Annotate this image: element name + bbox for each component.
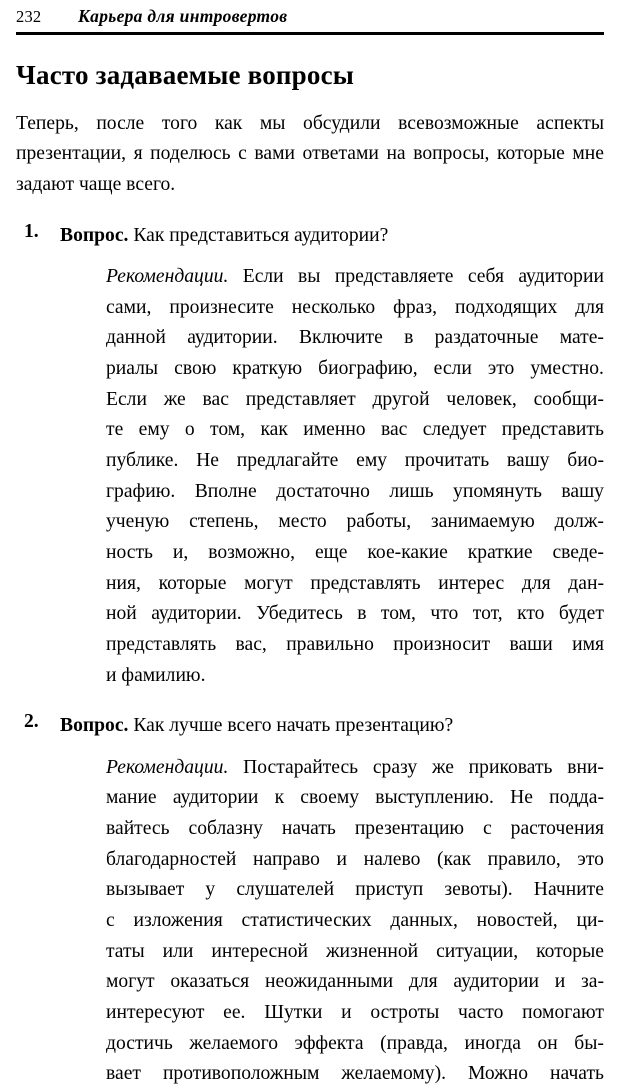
answer-word: вни- (567, 756, 604, 778)
answer-line (106, 323, 604, 354)
answer-word: аудитории (453, 971, 540, 993)
answer-word: графию. (106, 480, 176, 502)
answer-word: статистических (241, 910, 372, 931)
answer-word: начать (550, 1063, 604, 1085)
item-number: 2. (24, 711, 39, 733)
list-item (14, 221, 606, 692)
answer-word: или (162, 940, 194, 962)
answer-word: Начните (533, 879, 604, 901)
answer-word: благодарностей (106, 848, 237, 870)
answer-word: подда- (549, 787, 604, 809)
answer-word: еще (314, 542, 348, 564)
answer-word: вайтесь (106, 818, 170, 840)
answer-word: достаточно (276, 480, 370, 502)
answer-word: прочитать (404, 450, 490, 472)
answer-word: место (278, 511, 327, 533)
answer-line (106, 814, 604, 845)
answer-word: данных, (390, 910, 458, 931)
answer-word: представлять (106, 634, 217, 656)
answer-word: человек, (446, 388, 517, 410)
answer-word: несколько (291, 296, 376, 318)
answer-word: Можно (467, 1063, 529, 1085)
answer-word: свою (174, 358, 217, 380)
answer-word: интерес (438, 572, 505, 594)
answer-line (106, 385, 604, 416)
answer-word: приковать (468, 756, 553, 778)
answer-word: как (260, 419, 288, 441)
running-title: Карьера для интровертов (78, 6, 288, 26)
answer-word: зевоты). (444, 879, 513, 901)
question-label: Вопрос. (60, 224, 129, 246)
answer-word: вашу (561, 480, 604, 502)
answer-word: подходящих (454, 296, 558, 318)
answer-word: в (357, 603, 367, 625)
answer-word: помогают (522, 1001, 604, 1023)
answer-word: вашу (506, 450, 550, 472)
answer-word: будет (558, 603, 604, 625)
answer-word: себя (467, 266, 504, 288)
answer-line (106, 415, 604, 446)
answer-word: тот, (472, 603, 503, 625)
answer-word: мате- (559, 327, 604, 349)
answer-word: вас, (235, 634, 267, 656)
answer-word: ния, (106, 572, 141, 594)
answer-word: у (205, 879, 216, 901)
answer-line (106, 599, 604, 630)
answer-word: которые (158, 572, 227, 594)
answer-word: расточения (510, 818, 604, 840)
answer-line (106, 1059, 604, 1090)
answer-word: сразу (372, 756, 418, 778)
answer-word: с (106, 910, 115, 931)
question-line (60, 711, 606, 740)
answer-word: уместно. (530, 358, 604, 380)
answer-word: ученую (106, 511, 170, 533)
answer-word: это (487, 358, 515, 380)
answer-word: для (521, 572, 551, 594)
answer-word: начать (281, 818, 336, 840)
answer-word: кто (517, 603, 545, 625)
answer-word: правильно (286, 634, 374, 656)
answer-word: сами, (106, 296, 152, 318)
answer-word: что (430, 603, 459, 625)
recommendation-label: Рекомендации. (106, 756, 229, 778)
answer-word: краткие (467, 542, 533, 564)
answer-word: Вполне (194, 480, 257, 502)
answer-word: риалы (106, 358, 159, 380)
answer-word: слушателей (236, 879, 335, 901)
answer-word: том, (210, 419, 246, 441)
answer-word: произнесите (169, 296, 274, 318)
answer-word: презентацию (354, 818, 465, 840)
answer-word: в (404, 327, 414, 349)
answer-word: желаемому). (341, 1063, 446, 1085)
answer-word: вает (106, 1063, 141, 1085)
answer-word: же (431, 756, 454, 778)
answer-word: желаемого (189, 1032, 279, 1054)
answer-word: представить (501, 419, 604, 441)
answer-line (106, 262, 604, 293)
answer-line (106, 845, 604, 876)
answer-word: Включите (298, 327, 383, 349)
answer-line (106, 753, 604, 784)
answer-word: фраз, (393, 296, 437, 318)
question-text: Как представиться аудитории? (133, 224, 389, 246)
answer-word: работы, (346, 511, 412, 533)
answer-word: Убедитесь (256, 603, 343, 625)
answer-word: предлагайте (236, 450, 339, 472)
page-title: Часто задаваемые вопросы (16, 59, 355, 90)
question-label: Вопрос. (60, 715, 129, 737)
answer-word: своему (300, 787, 360, 809)
answer-word: аудитории (172, 787, 259, 809)
answer-line (106, 906, 604, 937)
answer-word: ситуации, (436, 940, 519, 962)
answer-word: следует (422, 419, 487, 441)
answer-word: раздаточные (434, 327, 539, 349)
answer-word: приступ (355, 879, 424, 901)
answer-word: ность (106, 542, 153, 564)
answer-word: био- (567, 450, 604, 472)
answer-word: ему (356, 450, 388, 472)
answer-word: могут (106, 971, 155, 993)
answer-word: биографию, (318, 358, 418, 380)
recommendation-label: Рекомендации. (106, 266, 229, 288)
intro-paragraph: Теперь, после того как мы обсудили всевозможные аспекты презентации, я поделюсь с вами ответами на вопросы, которые мне задают чаще всего. (16, 112, 604, 195)
answer-word: Постарайтесь (243, 756, 359, 778)
header-divider (16, 32, 604, 35)
answer-block (106, 753, 604, 1090)
answer-word: Не (196, 450, 219, 472)
answer-line (106, 569, 604, 600)
answer-word: выступлению. (375, 787, 494, 809)
answer-word: таты (106, 940, 145, 962)
answer-word: (как (437, 848, 471, 870)
answer-word: Шутки (264, 1001, 323, 1023)
running-head (14, 0, 606, 27)
answer-word: это (577, 848, 604, 870)
answer-word: представляете (334, 266, 454, 288)
answer-word: занимаемую (430, 511, 535, 533)
answer-word: степень, (189, 511, 259, 533)
answer-word: противоположным (162, 1063, 320, 1085)
answer-word: неожиданными (264, 971, 394, 993)
answer-line (106, 507, 604, 538)
answer-word: Не (510, 787, 533, 809)
answer-line (106, 293, 604, 324)
answer-word: ваши (509, 634, 553, 656)
answer-word: остроты (370, 1001, 440, 1023)
answer-word: достичь (106, 1032, 173, 1054)
answer-word: лишь (389, 480, 434, 502)
answer-word: которые (536, 940, 604, 962)
answer-word: аудитории (518, 266, 604, 288)
answer-word: интересной (211, 940, 309, 962)
answer-word: новостей, (476, 910, 558, 931)
answer-line (106, 477, 604, 508)
question-text: Как лучше всего начать презентацию? (133, 715, 454, 737)
answer-word: том, (380, 603, 416, 625)
answer-line (106, 937, 604, 968)
answer-word: другой (372, 388, 430, 410)
answer-word: упомянуть (453, 480, 542, 502)
answer-line (106, 538, 604, 569)
page-number: 232 (16, 7, 42, 26)
answer-word: вас (202, 388, 229, 410)
answer-word: интересуют (106, 1001, 205, 1023)
answer-line (106, 1029, 604, 1060)
answer-word: эффекта (294, 1032, 364, 1054)
item-number: 1. (24, 220, 39, 242)
answer-word: произносит (393, 634, 491, 656)
answer-word: направо (253, 848, 320, 870)
answer-word: имя (572, 634, 604, 656)
answer-word: бы- (574, 1032, 604, 1054)
answer-word: мание (106, 787, 157, 809)
answer-word: возможно, (208, 542, 296, 564)
answer-line (106, 661, 604, 692)
list-item (14, 711, 606, 1090)
answer-line (106, 875, 604, 906)
answer-word: данной (106, 327, 166, 349)
answer-word: ее. (223, 1001, 246, 1023)
answer-word: оказаться (170, 971, 250, 993)
answer-word: же (163, 388, 186, 410)
answer-word: и фамилию. (106, 664, 206, 686)
answer-word: представлять (310, 572, 421, 594)
answer-word: иногда (464, 1032, 521, 1054)
answer-word: для (575, 296, 604, 318)
answer-word: могут (244, 572, 293, 594)
answer-word: сообщи- (533, 388, 604, 410)
answer-word: вы (298, 266, 321, 288)
answer-word: налево (363, 848, 421, 870)
answer-word: долж- (554, 511, 604, 533)
answer-word: ци- (576, 910, 604, 931)
answer-word: он (537, 1032, 558, 1054)
answer-word: Если (106, 388, 147, 410)
answer-word: ему (138, 419, 170, 441)
answer-line (106, 630, 604, 661)
faq-list (14, 221, 606, 1090)
answer-word: и (554, 971, 566, 993)
answer-word: жизненной (325, 940, 419, 962)
answer-word: вызывает (106, 879, 185, 901)
answer-word: за- (581, 971, 604, 993)
answer-word: если (433, 358, 472, 380)
answer-word: для (408, 971, 438, 993)
answer-word: Если (242, 266, 284, 288)
answer-line (106, 783, 604, 814)
answer-line (106, 998, 604, 1029)
answer-word: и (336, 848, 347, 870)
answer-word: правило, (487, 848, 561, 870)
answer-word: (правда, (380, 1032, 448, 1054)
answer-line (106, 354, 604, 385)
answer-word: аудитории. (151, 603, 242, 625)
answer-word: аудитории. (187, 327, 278, 349)
answer-word: дан- (568, 572, 604, 594)
answer-word: соблазну (188, 818, 263, 840)
answer-word: с (483, 818, 492, 840)
answer-word: кое-какие (367, 542, 448, 564)
answer-block (106, 262, 604, 691)
answer-word: публике. (106, 450, 179, 472)
answer-word: и (341, 1001, 352, 1023)
answer-line (106, 446, 604, 477)
question-line (60, 221, 606, 250)
answer-word: сведе- (552, 542, 604, 564)
answer-word: о (184, 419, 195, 441)
answer-line (106, 967, 604, 998)
answer-word: часто (458, 1001, 504, 1023)
answer-word: и, (172, 542, 189, 564)
answer-word: изложения (133, 910, 223, 931)
answer-word: вас (380, 419, 408, 441)
answer-word: представляет (245, 388, 356, 410)
answer-word: краткую (232, 358, 303, 380)
answer-word: к (274, 787, 285, 809)
answer-word: ной (106, 603, 137, 625)
answer-word: именно (303, 419, 366, 441)
answer-word: те (106, 419, 124, 441)
